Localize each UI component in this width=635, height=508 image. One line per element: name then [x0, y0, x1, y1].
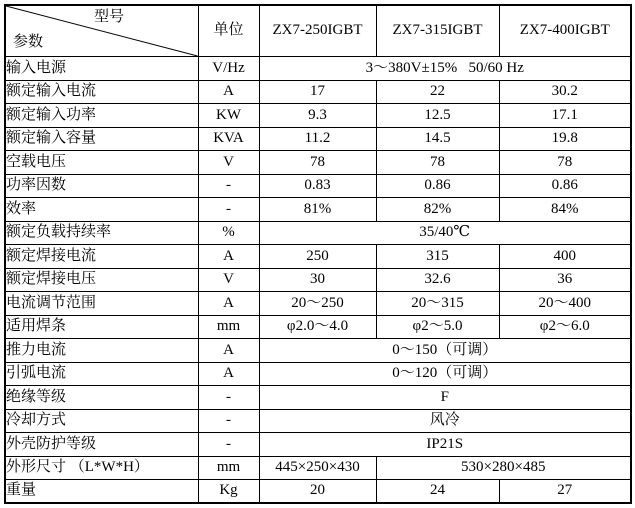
corner-cell	[5, 5, 198, 57]
table-row	[5, 362, 631, 386]
value-cell: 35/40℃	[259, 221, 631, 245]
unit-cell: -	[198, 433, 259, 457]
value-cell: 0.86	[499, 174, 631, 198]
unit-cell: -	[198, 198, 259, 222]
param-label-cell: 效率	[5, 198, 198, 222]
corner-param-label: 参数	[13, 33, 44, 50]
value-cell: 315	[376, 245, 499, 269]
value-cell: F	[259, 386, 631, 410]
param-label-cell: 输入电源	[5, 57, 198, 81]
table-row	[5, 268, 631, 292]
value-cell: 78	[259, 151, 376, 175]
unit-cell: %	[198, 221, 259, 245]
table-row	[5, 221, 631, 245]
unit-cell: mm	[198, 315, 259, 339]
table-row	[5, 409, 631, 433]
value-cell: 27	[499, 480, 631, 504]
value-cell: 19.8	[499, 127, 631, 151]
value-cell: 20～315	[376, 292, 499, 316]
value-cell: IP21S	[259, 433, 631, 457]
table-row	[5, 151, 631, 175]
unit-cell: -	[198, 386, 259, 410]
value-cell: 12.5	[376, 104, 499, 128]
value-cell: φ2.0～4.0	[259, 315, 376, 339]
value-cell: 30.2	[499, 80, 631, 104]
value-cell: 78	[376, 151, 499, 175]
unit-cell: V	[198, 268, 259, 292]
param-label-cell: 推力电流	[5, 339, 198, 363]
param-label-cell: 重量	[5, 480, 198, 504]
param-label-cell: 绝缘等级	[5, 386, 198, 410]
param-label-cell: 功率因数	[5, 174, 198, 198]
value-cell: 36	[499, 268, 631, 292]
table-row	[5, 456, 631, 480]
model-column-header-3: ZX7-400IGBT	[499, 5, 631, 57]
value-cell: φ2～6.0	[499, 315, 631, 339]
value-cell: 0.83	[259, 174, 376, 198]
table-row	[5, 104, 631, 128]
value-cell: 0～120（可调）	[259, 362, 631, 386]
unit-cell: V/Hz	[198, 57, 259, 81]
table-row	[5, 386, 631, 410]
value-cell: 9.3	[259, 104, 376, 128]
value-cell: 78	[499, 151, 631, 175]
value-cell: 20	[259, 480, 376, 504]
value-cell: φ2～5.0	[376, 315, 499, 339]
value-cell: 风冷	[259, 409, 631, 433]
param-label-cell: 额定焊接电流	[5, 245, 198, 269]
spec-table-body	[5, 57, 631, 504]
unit-cell: KW	[198, 104, 259, 128]
value-cell: 20～400	[499, 292, 631, 316]
param-label-cell: 额定输入功率	[5, 104, 198, 128]
corner-model-label: 型号	[94, 9, 125, 25]
param-label-cell: 额定负载持续率	[5, 221, 198, 245]
unit-cell: A	[198, 339, 259, 363]
unit-column-header: 单位	[198, 5, 259, 57]
param-label-cell: 空载电压	[5, 151, 198, 175]
table-row	[5, 433, 631, 457]
param-label-cell: 电流调节范围	[5, 292, 198, 316]
value-cell: 17	[259, 80, 376, 104]
unit-cell: V	[198, 151, 259, 175]
value-cell: 20～250	[259, 292, 376, 316]
table-row	[5, 57, 631, 81]
table-row	[5, 315, 631, 339]
value-cell: 32.6	[376, 268, 499, 292]
param-label-cell: 引弧电流	[5, 362, 198, 386]
value-cell: 22	[376, 80, 499, 104]
value-cell: 30	[259, 268, 376, 292]
table-row	[5, 127, 631, 151]
param-label-cell: 额定输入电流	[5, 80, 198, 104]
header-row	[5, 5, 631, 57]
value-cell: 24	[376, 480, 499, 504]
table-row	[5, 80, 631, 104]
table-row	[5, 339, 631, 363]
value-cell: 17.1	[499, 104, 631, 128]
unit-cell: A	[198, 245, 259, 269]
value-cell: 400	[499, 245, 631, 269]
value-cell: 81%	[259, 198, 376, 222]
unit-cell: mm	[198, 456, 259, 480]
table-row	[5, 245, 631, 269]
param-label-cell: 适用焊条	[5, 315, 198, 339]
param-label-cell: 外形尺寸 （L*W*H）	[5, 456, 198, 480]
unit-cell: Kg	[198, 480, 259, 504]
value-cell: 14.5	[376, 127, 499, 151]
spec-table	[4, 4, 632, 504]
unit-cell: A	[198, 362, 259, 386]
unit-cell: -	[198, 409, 259, 433]
unit-cell: -	[198, 174, 259, 198]
unit-cell: A	[198, 80, 259, 104]
table-row	[5, 198, 631, 222]
param-label-cell: 额定输入容量	[5, 127, 198, 151]
value-cell: 445×250×430	[259, 456, 376, 480]
value-cell: 250	[259, 245, 376, 269]
value-cell: 530×280×485	[376, 456, 631, 480]
table-row	[5, 174, 631, 198]
table-row	[5, 480, 631, 504]
model-column-header-2: ZX7-315IGBT	[376, 5, 499, 57]
value-cell: 82%	[376, 198, 499, 222]
param-label-cell: 外壳防护等级	[5, 433, 198, 457]
value-cell: 11.2	[259, 127, 376, 151]
value-cell: 0.86	[376, 174, 499, 198]
value-cell: 0～150（可调）	[259, 339, 631, 363]
model-column-header-1: ZX7-250IGBT	[259, 5, 376, 57]
param-label-cell: 冷却方式	[5, 409, 198, 433]
unit-cell: KVA	[198, 127, 259, 151]
unit-cell: A	[198, 292, 259, 316]
table-row	[5, 292, 631, 316]
value-cell: 3～380V±15% 50/60 Hz	[259, 57, 631, 81]
value-cell: 84%	[499, 198, 631, 222]
param-label-cell: 额定焊接电压	[5, 268, 198, 292]
